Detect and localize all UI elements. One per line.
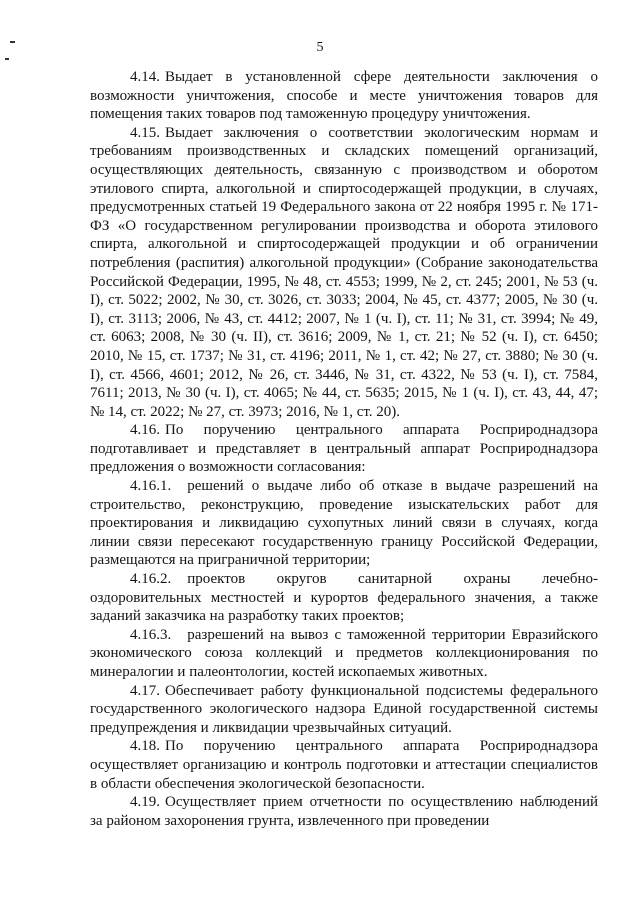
paragraph-4-17 bbox=[90, 682, 598, 738]
scan-mark bbox=[5, 58, 9, 60]
paragraph-text: По поручению центрального аппарата Росприроднадзора подготавливает и представляет в центральный аппарат Росприроднадзора предложения о возможности согласования: bbox=[90, 422, 598, 476]
document-body bbox=[90, 68, 598, 830]
page-number: 5 bbox=[316, 40, 324, 55]
paragraph-4-16 bbox=[90, 421, 598, 477]
paragraph-text: Выдает в установленной сфере деятельности заключения о возможности уничтожения, способе и месте уничтожения товаров для помещения таких товаров под таможенную процедуру уничтожения. bbox=[90, 69, 598, 123]
paragraph-text: решений о выдаче либо об отказе в выдаче разрешений на строительство, реконструкцию, проведение изыскательских работ для проектирования и ликвидацию сухопутных линий связи в случаях, когда линии связи пересекают государственную границу Российской Федерации, размещаются на приграничной территории; bbox=[90, 478, 598, 569]
paragraph-text: разрешений на вывоз с таможенной территории Евразийского экономического союза коллекций и предметов коллекционирования по минералогии и палеонтологии, костей ископаемых животных. bbox=[90, 626, 598, 680]
paragraph-4-19 bbox=[90, 793, 598, 830]
paragraph-4-15 bbox=[90, 124, 598, 422]
paragraph-text: проектов округов санитарной охраны лечебно-оздоровительных местностей и курортов федерального значения, а также заданий заказчика на разработку таких проектов; bbox=[90, 571, 598, 625]
paragraph-number: 4.19. bbox=[130, 794, 160, 811]
paragraph-number: 4.16. bbox=[130, 422, 160, 439]
paragraph-number: 4.14. bbox=[130, 69, 160, 85]
paragraph-text: Осуществляет прием отчетности по осуществлению наблюдений за районом захоронения грунта, извлеченного при проведении bbox=[90, 794, 598, 829]
paragraph-number: 4.18. bbox=[130, 738, 160, 755]
paragraph-number: 4.16.1. bbox=[130, 478, 172, 495]
paragraph-text: Выдает заключения о соответствии экологическим нормам и требованиям производственных и складских помещений организаций, осуществляющих деятельность, связанную с производством и оборотом этилового спирта, алкогольной и спиртосодержащей продукции, в случаях, предусмотренных статьей 19 Федерального закона от 22 ноября 1995 г. № 171-ФЗ «О государственном регулировании производства и оборота этилового спирта, алкогольной и спиртосодержащей продукции и об ограничении потребления (распития) алкогольной продукции» (Собрание законодательства Российской Федерации, 1995, № 48, ст. 4553; 1999, № 2, ст. 245; 2001, № 53 (ч. I), ст. 5022; 2002, № 30, ст. 3026, ст. 3033; 2004, № 45, ст. 4377; 2005, № 30 (ч. I), ст. 3113; 2006, № 43, ст. 4412; 2007, № 1 (ч. I), ст. 11; № 31, ст. 3994; № 49, ст. 6063; 2008, № 30 (ч. II), ст. 3616; 2009, № 1, ст. 21; № 52 (ч. I), ст. 6450; 2010, № 15, ст. 1737; № 31, ст. 4196; 2011, № 1, ст. 42; № 27, ст. 3880; № 30 (ч. I), ст. 4566, 4601; 2012, № 26, ст. 3446, № 31, ст. 4322, № 53 (ч. I), ст. 7584, 7611; 2013, № 30 (ч. I), ст. 4065; № 44, ст. 5635; 2015, № 1 (ч. I), ст. 43, 44, 47; № 14, ст. 2022; № 27, ст. 3973; 2016, № 1, ст. 20). bbox=[90, 124, 598, 420]
paragraph-4-18 bbox=[90, 737, 598, 793]
paragraph-number: 4.15. bbox=[130, 124, 160, 141]
paragraph-4-16-3 bbox=[90, 626, 598, 682]
paragraph-4-16-2 bbox=[90, 570, 598, 626]
paragraph-4-16-1 bbox=[90, 477, 598, 570]
paragraph-text: Обеспечивает работу функциональной подсистемы федерального государственного экологического надзора Единой государственной системы предупреждения и ликвидации чрезвычайных ситуаций. bbox=[90, 682, 598, 736]
paragraph-number: 4.17. bbox=[130, 682, 160, 699]
paragraph-number: 4.16.3. bbox=[130, 626, 172, 643]
paragraph-number: 4.16.2. bbox=[130, 571, 172, 588]
paragraph-text: По поручению центрального аппарата Росприроднадзора осуществляет организацию и контроль подготовки и аттестации специалистов в области обеспечения экологической безопасности. bbox=[90, 738, 598, 792]
paragraph-4-14 bbox=[90, 68, 598, 124]
